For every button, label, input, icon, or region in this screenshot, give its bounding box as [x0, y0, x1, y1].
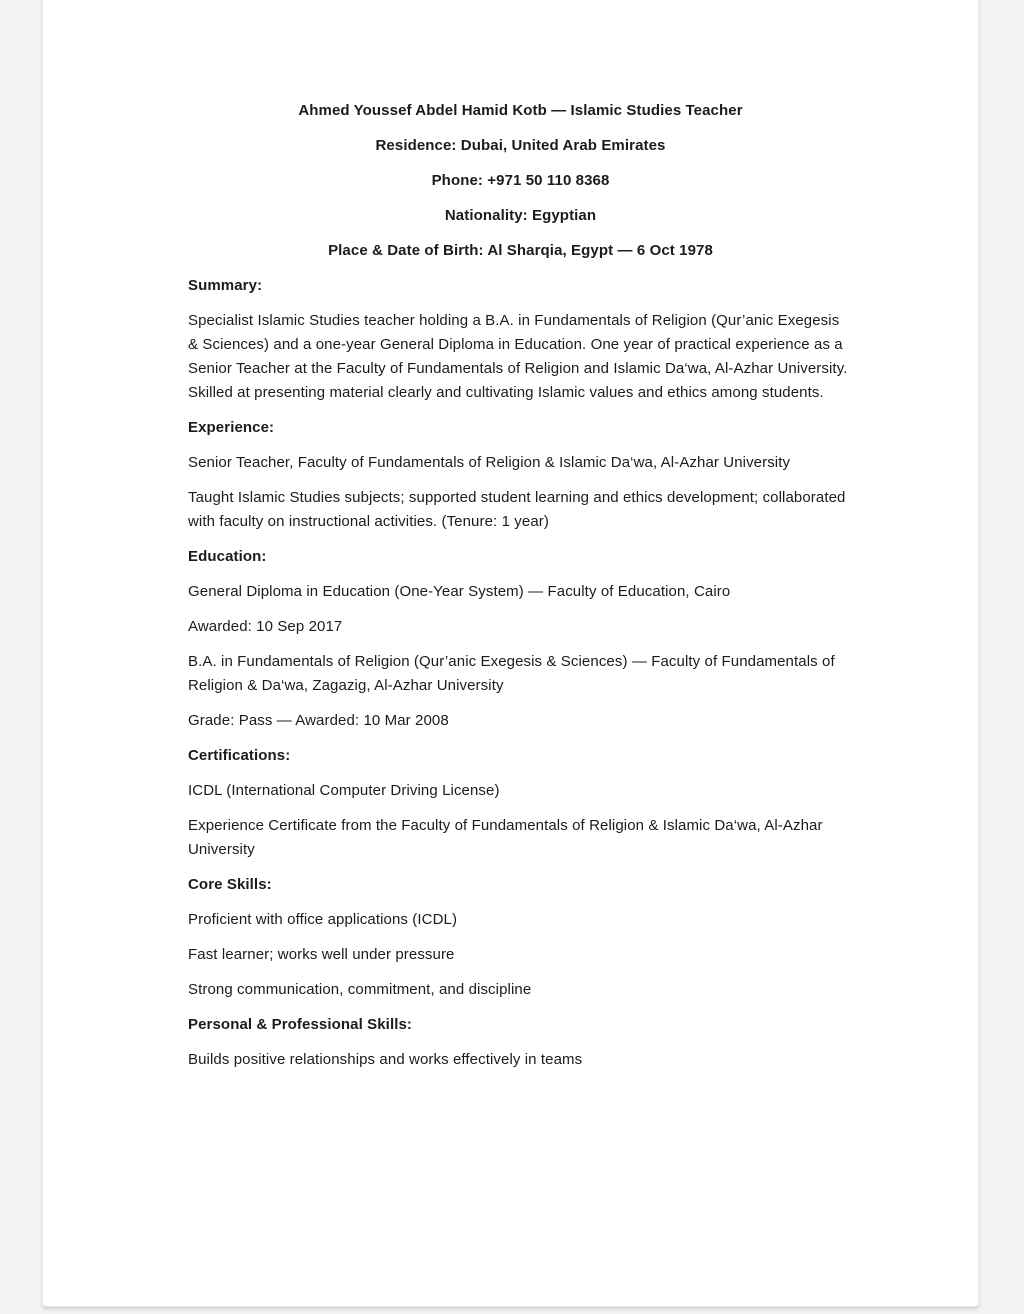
- section-experience: [188, 416, 853, 534]
- cv-phone: Phone: +971 50 110 8368: [431, 172, 610, 189]
- paragraph: Grade: Pass — Awarded: 10 Mar 2008: [188, 712, 449, 729]
- section-heading-core-skills: Core Skills:: [188, 876, 272, 893]
- section-education: [188, 545, 853, 733]
- paragraph: Proficient with office applications (ICDL): [188, 911, 458, 928]
- section-certifications: [188, 744, 853, 862]
- paragraph: Specialist Islamic Studies teacher holding a B.A. in Fundamentals of Religion (Qur’anic Exegesis & Sciences) and a one-year General Diploma in Education. One year of practical experience as a Senior Teacher at the Faculty of Fundamentals of Religion and Islamic Da‘wa, Al-Azhar University. Skilled at presenting material clearly and cultivating Islamic values and ethics among students.: [188, 312, 848, 401]
- section-personal-professional-skills: [188, 1013, 853, 1072]
- paragraph: Fast learner; works well under pressure: [188, 946, 455, 963]
- section-heading-personal-professional-skills: Personal & Professional Skills:: [188, 1016, 413, 1033]
- section-heading-experience: Experience:: [188, 419, 275, 436]
- cv-birth: Place & Date of Birth: Al Sharqia, Egypt — 6 Oct 1978: [328, 242, 713, 259]
- paragraph: Taught Islamic Studies subjects; supported student learning and ethics development; collaborated with faculty on instructional activities. (Tenure: 1 year): [188, 489, 846, 530]
- section-heading-certifications: Certifications:: [188, 747, 291, 764]
- section-core-skills: [188, 873, 853, 1002]
- cv-nationality: Nationality: Egyptian: [444, 207, 597, 224]
- cv-header: [188, 99, 853, 263]
- paragraph: Awarded: 10 Sep 2017: [188, 618, 343, 635]
- cv-residence: Residence: Dubai, United Arab Emirates: [375, 137, 666, 154]
- page-content: [43, 0, 978, 1072]
- cv-title: Ahmed Youssef Abdel Hamid Kotb — Islamic Studies Teacher: [298, 102, 743, 119]
- document-page: [42, 0, 979, 1307]
- paragraph: Builds positive relationships and works effectively in teams: [188, 1051, 583, 1068]
- section-summary: [188, 274, 853, 405]
- paragraph: General Diploma in Education (One-Year System) — Faculty of Education, Cairo: [188, 583, 731, 600]
- paragraph: Experience Certificate from the Faculty of Fundamentals of Religion & Islamic Da‘wa, Al-Azhar University: [188, 817, 823, 858]
- section-heading-summary: Summary:: [188, 277, 263, 294]
- paragraph: ICDL (International Computer Driving License): [188, 782, 500, 799]
- paragraph: B.A. in Fundamentals of Religion (Qur’anic Exegesis & Sciences) — Faculty of Fundamentals of Religion & Da‘wa, Zagazig, Al-Azhar University: [188, 653, 835, 694]
- paragraph: Strong communication, commitment, and discipline: [188, 981, 532, 998]
- paragraph: Senior Teacher, Faculty of Fundamentals of Religion & Islamic Da‘wa, Al-Azhar University: [188, 454, 791, 471]
- section-heading-education: Education:: [188, 548, 267, 565]
